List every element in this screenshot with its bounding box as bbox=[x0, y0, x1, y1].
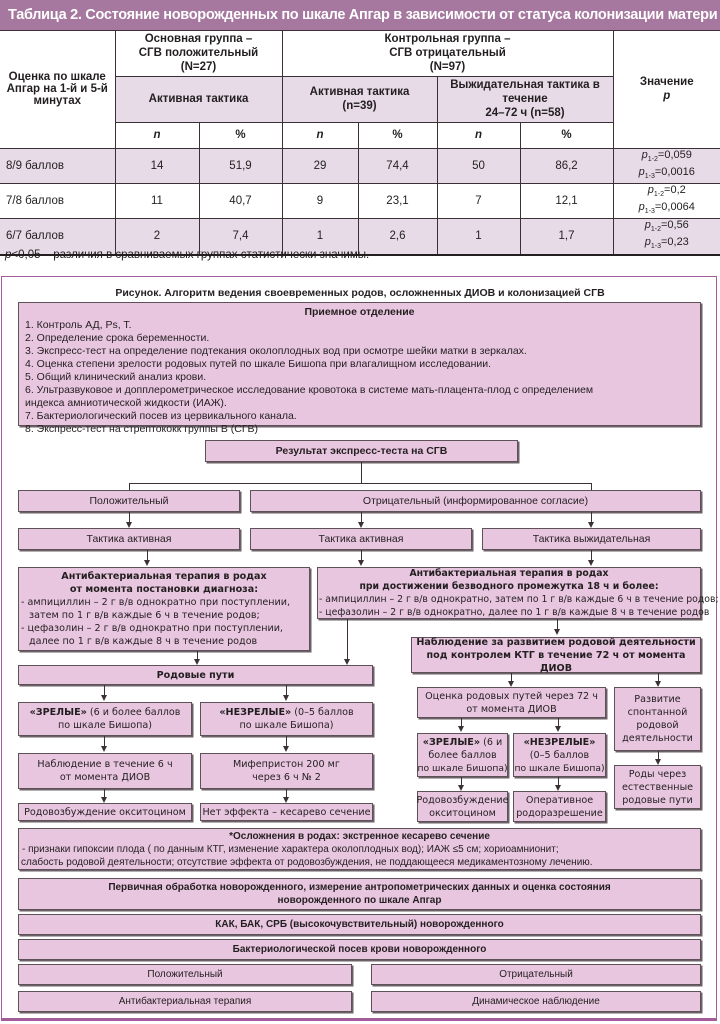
arrow-down-icon bbox=[144, 560, 150, 566]
dynamic-observation-box: Динамическое наблюдение bbox=[371, 991, 701, 1012]
figure-title: Рисунок. Алгоритм ведения своевременных родов, осложненных ДИОВ и колонизацией СГВ bbox=[115, 287, 605, 299]
apgar-table bbox=[0, 31, 720, 256]
admission-item: 1. Контроль АД, Ps, T. bbox=[25, 319, 132, 331]
connector bbox=[347, 619, 348, 663]
birth-canal-box: Родовые пути bbox=[18, 665, 373, 685]
arrow-down-icon bbox=[101, 695, 107, 701]
arrow-down-icon bbox=[101, 746, 107, 752]
arrow-down-icon bbox=[458, 726, 464, 732]
culture-positive-box: Положительный bbox=[18, 964, 352, 985]
labs-box: КАК, БАК, СРБ (высокочувствительный) новорожденного bbox=[18, 914, 701, 935]
arrow-down-icon bbox=[588, 560, 594, 566]
operative-delivery-box: Оперативное родоразрешение bbox=[513, 791, 606, 822]
p-header: Значение p bbox=[613, 31, 720, 148]
table-row: 6/7 баллов 2 7,4 1 2,6 1 1,7 $p_{1-2}=0,56$ $p_{1-3}=0,23$ bbox=[0, 219, 720, 255]
p-value-cell: $p_{1-2}=0,059$ $p_{1-3}=0,0016$ bbox=[613, 148, 720, 183]
assess-72h-box: Оценка родовых путей через 72 ч от момента ДИОВ bbox=[417, 687, 606, 718]
admission-header: Приемное отделение bbox=[304, 306, 415, 318]
negative-box: Отрицательный (информированное согласие) bbox=[250, 490, 701, 512]
mifepristone-box: Мифепристон 200 мг через 6 ч № 2 bbox=[200, 753, 373, 789]
culture-negative-box: Отрицательный bbox=[371, 964, 701, 985]
subheader-pct: % bbox=[520, 122, 613, 148]
admission-item: 8. Экспресс-тест на стрептококк группы В (СГВ) bbox=[25, 423, 259, 435]
table-title: Таблица 2. Состояние новорожденных по шкале Апгар в зависимости от статуса колонизации матери bbox=[0, 0, 720, 31]
oxytocin-right-box: Родовозбуждение окситоцином bbox=[417, 791, 508, 822]
admission-item: 3. Экспресс-тест на определение подтекания околоплодных вод при осмотре шейки матки в зеркалах. bbox=[25, 345, 527, 357]
admission-item: 5. Общий клинический анализ крови. bbox=[25, 371, 207, 383]
table-footnote: p<0,05 – различия в сравниваемых группах статистически значимы. bbox=[5, 249, 370, 261]
subheader-pct: % bbox=[358, 122, 437, 148]
tactic-expectant-box: Тактика выжидательная bbox=[482, 528, 701, 550]
tactic3-header: Выжидательная тактика в течение 24–72 ч (n=58) bbox=[437, 76, 613, 122]
antibacterial-therapy-box: Антибактериальная терапия bbox=[18, 991, 352, 1012]
oxytocin-left-box: Родовозбуждение окситоцином bbox=[18, 803, 192, 821]
natural-birth-box: Роды через естественные родовые пути bbox=[614, 765, 701, 809]
subheader-n: n bbox=[282, 122, 358, 148]
row-header: Оценка по шкале Апгар на 1-й и 5-й минутах bbox=[0, 31, 115, 148]
table-row: 7/8 баллов 11 40,7 9 23,1 7 12,1 $p_{1-2}=0,2$ $p_{1-3}=0,0064$ bbox=[0, 183, 720, 218]
no-effect-cesarean-box: Нет эффекта – кесарево сечение bbox=[200, 803, 373, 821]
observe-6h-box: Наблюдение в течение 6 ч от момента ДИОВ bbox=[18, 753, 192, 789]
connector bbox=[129, 483, 591, 484]
arrow-down-icon bbox=[283, 695, 289, 701]
group1-header: Основная группа – СГВ положительный (N=27) bbox=[115, 31, 282, 76]
express-result-box: Результат экспресс-теста на СГВ bbox=[205, 440, 518, 462]
mature-left-box: «ЗРЕЛЫЕ» (6 и более баллов по шкале Бишопа) bbox=[18, 702, 192, 736]
admission-box bbox=[18, 302, 701, 435]
table-row: 8/9 баллов 14 51,9 29 74,4 50 86,2 $p_{1-2}=0,059$ $p_{1-3}=0,0016$ bbox=[0, 148, 720, 183]
tactic1-header: Активная тактика bbox=[115, 76, 282, 122]
arrow-down-icon bbox=[554, 629, 560, 635]
subheader-pct: % bbox=[199, 122, 282, 148]
admission-item: 4. Оценка степени зрелости родовых путей по шкале Бишопа при влагалищном исследовании. bbox=[25, 358, 492, 370]
antibiotic-left-box: Антибактериальная терапия в родах от момента постановки диагноза: - ампициллин – 2 г в/в однократно при поступлении, затем по 1 г в/в каждые 6 ч в течение родов; - цефазолин – 2 г в/в однократно при поступлении, далее по 1 г в/в каждые 8 ч в течение родов bbox=[18, 567, 310, 651]
group2-header: Контрольная группа – СГВ отрицательный (N=97) bbox=[282, 31, 613, 76]
arrow-down-icon bbox=[283, 746, 289, 752]
spontaneous-labor-box: Развитие спонтанной родовой деятельности bbox=[614, 687, 701, 751]
subheader-n: n bbox=[437, 122, 520, 148]
connector bbox=[361, 462, 362, 483]
arrow-down-icon bbox=[358, 560, 364, 566]
tactic-active-right-box: Тактика активная bbox=[250, 528, 472, 550]
mature-right-box: «ЗРЕЛЫЕ» (6 и более баллов по шкале Бишопа) bbox=[417, 733, 508, 777]
blood-culture-box: Бактериологической посев крови новорожденного bbox=[18, 939, 701, 960]
p-value-cell: $p_{1-2}=0,56$ $p_{1-3}=0,23$ bbox=[613, 219, 720, 255]
admission-item: 2. Определение срока беременности. bbox=[25, 332, 210, 344]
newborn-primary-box: Первичная обработка новорожденного, измерение антропометрических данных и оценка состояния новорожденного по шкале Апгар bbox=[18, 878, 701, 910]
immature-left-box: «НЕЗРЕЛЫЕ» (0–5 баллов по шкале Бишопа) bbox=[200, 702, 373, 736]
subheader-n: n bbox=[115, 122, 199, 148]
antibiotic-right-box: Антибактериальная терапия в родах при достижении безводного промежутка 18 ч и более: - ампициллин – 2 г в/в однократно, затем по 1 г в/в каждые 6 ч в течение родов; - цефазолин – 2 г в/в однократно, далее по 1 г в/в каждые 8 ч в течение родов bbox=[319, 568, 719, 618]
observation-72h-box: Наблюдение за развитием родовой деятельности под контролем КТГ в течение 72 ч от момента ДИОВ bbox=[411, 637, 701, 673]
tactic2-header: Активная тактика (n=39) bbox=[282, 76, 437, 122]
immature-right-box: «НЕЗРЕЛЫЕ» (0–5 баллов по шкале Бишопа) bbox=[513, 733, 606, 777]
admission-item: 7. Бактериологический посев из цервикального канала. bbox=[25, 410, 297, 422]
tactic-active-left-box: Тактика активная bbox=[18, 528, 240, 550]
positive-box: Положительный bbox=[18, 490, 240, 512]
arrow-down-icon bbox=[555, 726, 561, 732]
p-value-cell: $p_{1-2}=0,2$ $p_{1-3}=0,0064$ bbox=[613, 183, 720, 218]
complications-box: *Осложнения в родах: экстренное кесарево сечение - признаки гипоксии плода ( по данным КТГ, изменение характера околоплодных вод); ИАЖ ≤5 см; хориоамнионит; слабость родовой деятельности; отсутствие эффекта от родовозбуждения, не поддающееся медикаментозному лечению. bbox=[18, 828, 701, 870]
admission-item: 6. Ультразвуковое и допплерометрическое исследование кровотока в системе мать-плацента-плод с определением индекса амниотической жидкости (ИАЖ). bbox=[25, 384, 594, 409]
